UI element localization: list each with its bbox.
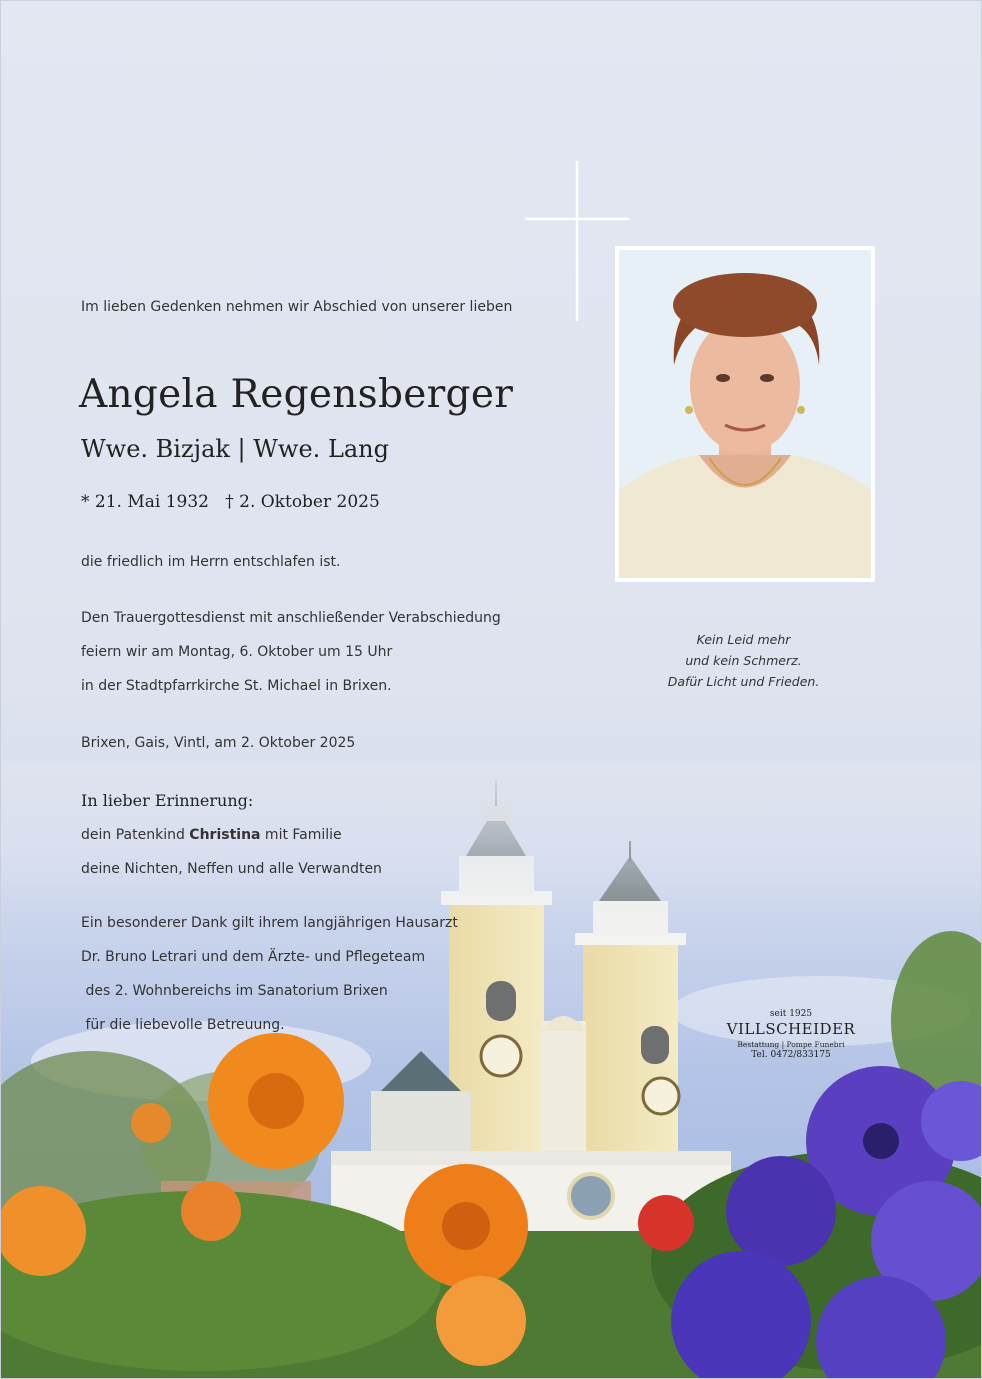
deceased-name: Angela Regensberger: [79, 372, 514, 417]
thanks-line: Ein besonderer Dank gilt ihrem langjährigen Hausarzt: [81, 915, 458, 931]
relatives-line: deine Nichten, Neffen und alle Verwandten: [81, 861, 382, 877]
memory-block: [81, 784, 382, 886]
thanks-line: des 2. Wohnbereichs im Sanatorium Brixen: [81, 983, 388, 999]
portrait-photo: [619, 250, 871, 578]
place-date: Brixen, Gais, Vintl, am 2. Oktober 2025: [81, 735, 356, 751]
death-date: † 2. Oktober 2025: [225, 492, 380, 512]
quote-line: Dafür Licht und Frieden.: [667, 674, 820, 689]
birth-date: * 21. Mai 1932: [81, 492, 209, 512]
service-info: [81, 601, 501, 703]
service-line: Den Trauergottesdienst mit anschließender Verabschiedung: [81, 610, 501, 626]
thanks-line: Dr. Bruno Letrari und dem Ärzte- und Pflegeteam: [81, 949, 426, 965]
logo-since: seit 1925: [769, 1009, 813, 1019]
memory-heading: In lieber Erinnerung:: [81, 791, 254, 810]
godchild-line: dein Patenkind Christina mit Familie: [81, 827, 342, 843]
thanks-block: [81, 906, 458, 1042]
portrait-frame: [615, 246, 875, 582]
service-line: in der Stadtpfarrkirche St. Michael in Brixen.: [81, 678, 392, 694]
thanks-line: für die liebevolle Betreuung.: [81, 1017, 285, 1033]
intro-text: Im lieben Gedenken nehmen wir Abschied von unserer lieben: [81, 299, 513, 315]
life-dates: [81, 492, 380, 512]
logo-name: VILLSCHEIDER: [726, 1020, 856, 1038]
passing-line: die friedlich im Herrn entschlafen ist.: [81, 554, 341, 570]
memorial-quote: [641, 629, 846, 692]
quote-line: und kein Schmerz.: [685, 653, 802, 668]
funeral-home-logo: [721, 1009, 861, 1060]
logo-phone: Tel. 0472/833175: [751, 1050, 831, 1060]
service-line: feiern wir am Montag, 6. Oktober um 15 Uhr: [81, 644, 393, 660]
logo-subtitle: Bestattung | Pompe Funebri: [737, 1040, 845, 1049]
widow-names: Wwe. Bizjak | Wwe. Lang: [81, 435, 390, 463]
quote-line: Kein Leid mehr: [696, 632, 791, 647]
